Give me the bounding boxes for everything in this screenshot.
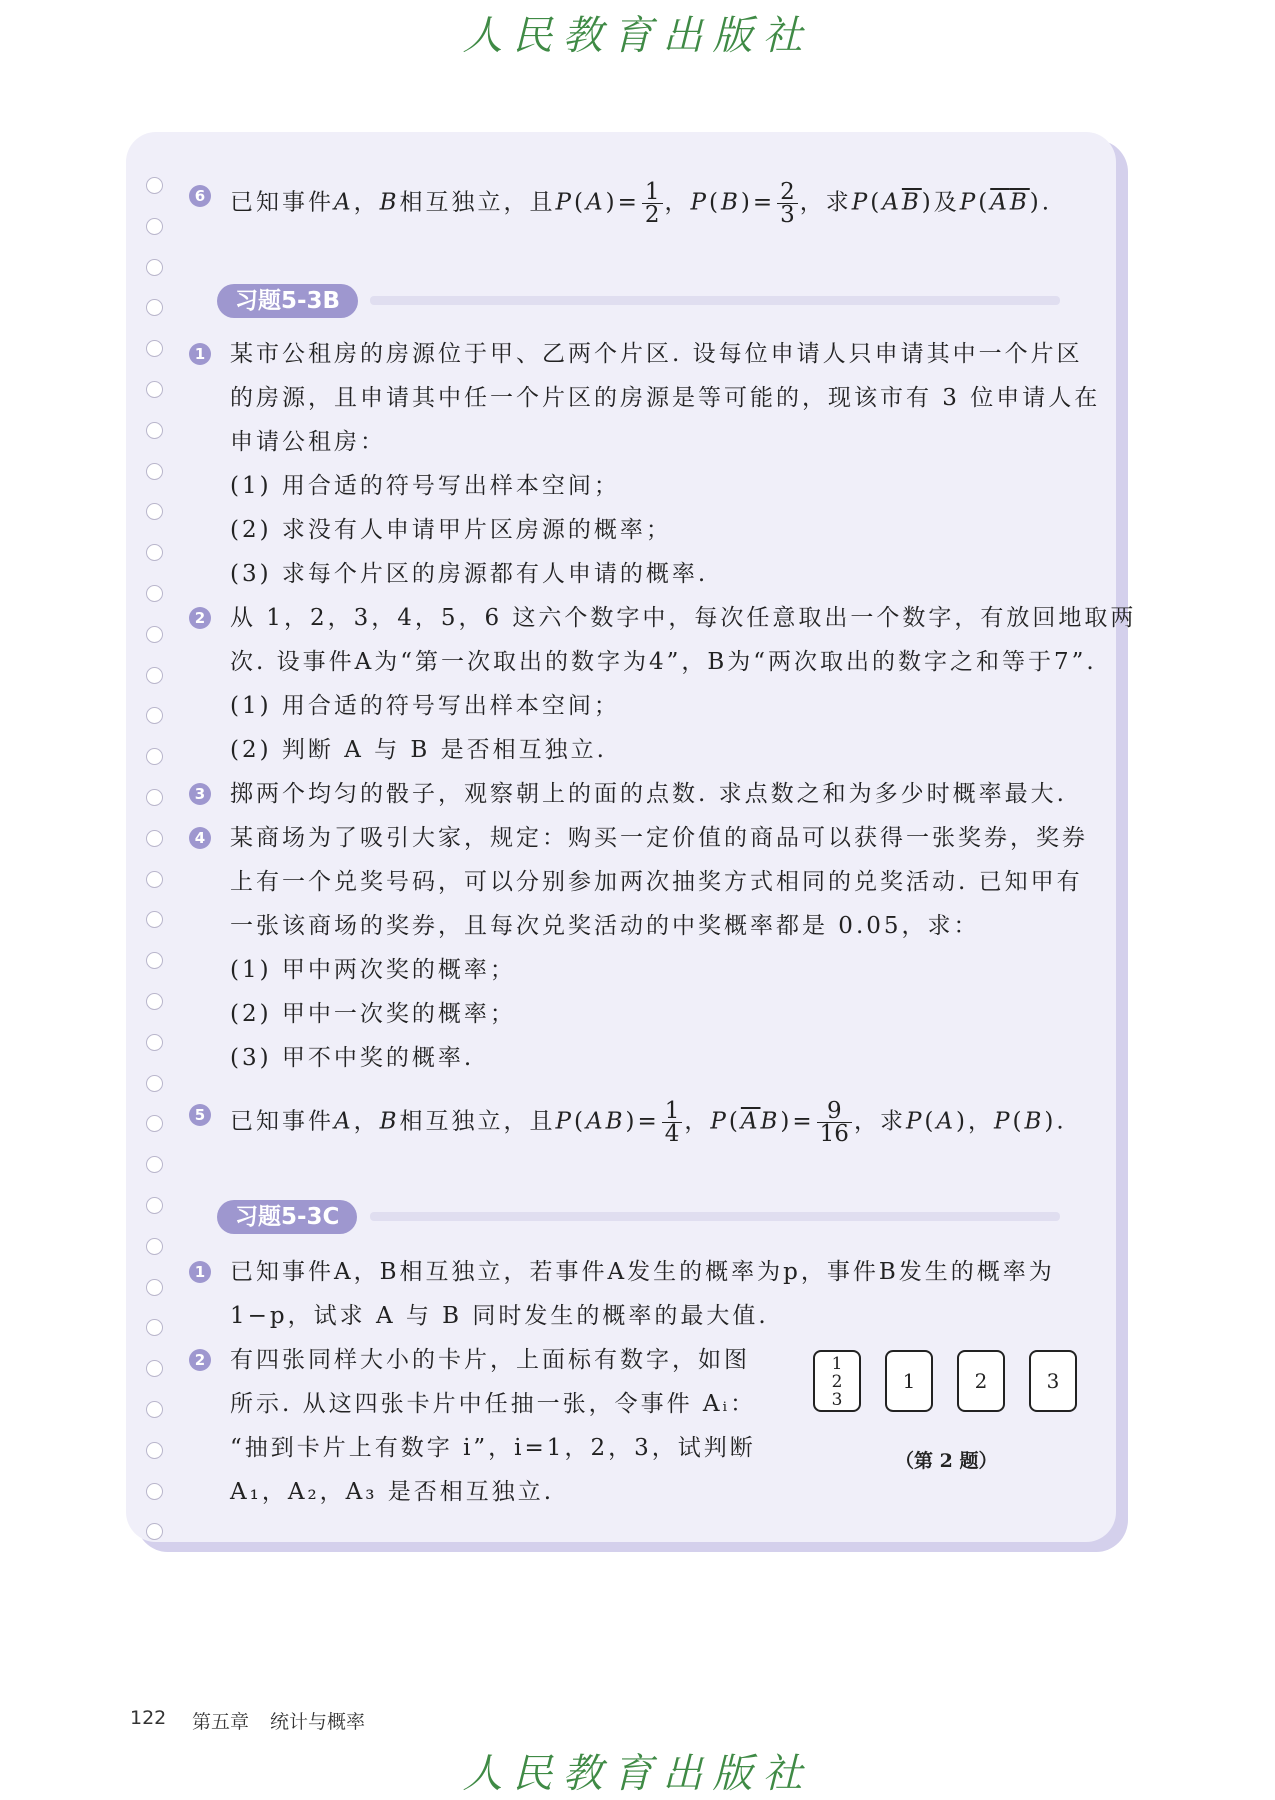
problem-line: (2) 甲中一次奖的概率；	[230, 1001, 516, 1027]
chapter-title: 统计与概率	[270, 1711, 366, 1733]
problem-line: (1) 用合适的符号写出样本空间；	[230, 473, 620, 499]
binding-hole	[146, 1075, 163, 1092]
problem-line: (1) 甲中两次奖的概率；	[230, 957, 516, 983]
problem-number: 6	[189, 185, 211, 207]
binding-hole	[146, 259, 163, 276]
binding-hole	[146, 1279, 163, 1296]
publisher-logo: 人民教育出版社	[462, 13, 813, 59]
binding-hole	[146, 789, 163, 806]
binding-hole	[146, 626, 163, 643]
problem-number: 1	[189, 343, 211, 365]
binding-hole	[146, 1483, 163, 1500]
problem-line: 某商场为了吸引大家，规定：购买一定价值的商品可以获得一张奖券，奖券	[230, 825, 1088, 851]
binding-hole	[146, 218, 163, 235]
section-c-title: 习题5-3C	[217, 1200, 357, 1234]
binding-hole	[146, 177, 163, 194]
problem-line: 掷两个均匀的骰子，观察朝上的面的点数. 求点数之和为多少时概率最大.	[230, 781, 1067, 807]
section-divider	[370, 296, 1060, 305]
problem-line: 上有一个兑奖号码，可以分别参加两次抽奖方式相同的兑奖活动. 已知甲有	[230, 869, 1083, 895]
problem-line: “抽到卡片上有数字 i”，i=1，2，3，试判断	[230, 1435, 756, 1461]
binding-hole	[146, 1197, 163, 1214]
problem-line: 所示. 从这四张卡片中任抽一张，令事件 Aᵢ：	[230, 1391, 757, 1417]
problem-number: 2	[189, 1349, 211, 1371]
page-number: 122	[130, 1707, 167, 1729]
problem-b5-text: 已知事件A，B相互独立，且P(AB)= $\frac{1}{4}$ ，$P(\overline{A}B)=$ $\frac{9}{16}$ ，求P(A)，P(B).	[230, 1098, 1067, 1147]
binding-hole	[146, 1401, 163, 1418]
problem-number: 3	[189, 783, 211, 805]
problem-line: 有四张同样大小的卡片，上面标有数字，如图	[230, 1347, 750, 1373]
binding-hole	[146, 422, 163, 439]
problem-line: (3) 求每个片区的房源都有人申请的概率.	[230, 561, 709, 587]
binding-hole	[146, 667, 163, 684]
binding-hole	[146, 463, 163, 480]
card-3: 3	[1029, 1350, 1077, 1412]
figure-caption: （第 2 题）	[895, 1450, 998, 1472]
problem-line: (1) 用合适的符号写出样本空间；	[230, 693, 620, 719]
problem-number: 4	[189, 827, 211, 849]
problem-number: 2	[189, 607, 211, 629]
problem-line: (3) 甲不中奖的概率.	[230, 1045, 475, 1071]
problem-line: A₁，A₂，A₃ 是否相互独立.	[230, 1479, 555, 1505]
card-123: 1 2 3	[813, 1350, 861, 1412]
problem-line: (2) 判断 A 与 B 是否相互独立.	[230, 737, 607, 763]
binding-hole	[146, 871, 163, 888]
problem-line: 某市公租房的房源位于甲、乙两个片区. 设每位申请人只申请其中一个片区	[230, 341, 1083, 367]
problem-number: 5	[189, 1104, 211, 1126]
problem-line: (2) 求没有人申请甲片区房源的概率；	[230, 517, 672, 543]
card-1: 1	[885, 1350, 933, 1412]
section-divider	[370, 1212, 1060, 1221]
publisher-logo: 人民教育出版社	[462, 1751, 813, 1797]
section-b-title: 习题5-3B	[217, 284, 358, 318]
binding-hole	[146, 993, 163, 1010]
binding-hole	[146, 381, 163, 398]
problem-line: 1−p，试求 A 与 B 同时发生的概率的最大值.	[230, 1303, 769, 1329]
problem-line: 已知事件A，B相互独立，若事件A发生的概率为p，事件B发生的概率为	[230, 1259, 1055, 1285]
binding-hole	[146, 1034, 163, 1051]
problem-line: 一张该商场的奖券，且每次兑奖活动的中奖概率都是 0.05，求：	[230, 913, 980, 939]
problem-line: 的房源，且申请其中任一个片区的房源是等可能的，现该市有 3 位申请人在	[230, 385, 1101, 411]
problem-line: 申请公租房：	[230, 429, 386, 455]
problem-number: 1	[189, 1261, 211, 1283]
problem-line: 从 1，2，3，4，5，6 这六个数字中，每次任意取出一个数字，有放回地取两	[230, 605, 1137, 631]
problem-a6-text: 已知事件A，B相互独立，且P(A)= $\frac{1}{2}$ ，P(B)= $\frac{2}{3}$ ，求$P(A\overline{B})$及$P(\overline{A}\overline{B})$.	[230, 179, 1053, 228]
card-2: 2	[957, 1350, 1005, 1412]
binding-hole	[146, 1238, 163, 1255]
binding-hole	[146, 830, 163, 847]
binding-hole	[146, 585, 163, 602]
problem-line: 次. 设事件A为“第一次取出的数字为4”，B为“两次取出的数字之和等于7”.	[230, 649, 1097, 675]
chapter-label: 第五章	[192, 1711, 250, 1733]
binding-hole	[146, 1442, 163, 1459]
